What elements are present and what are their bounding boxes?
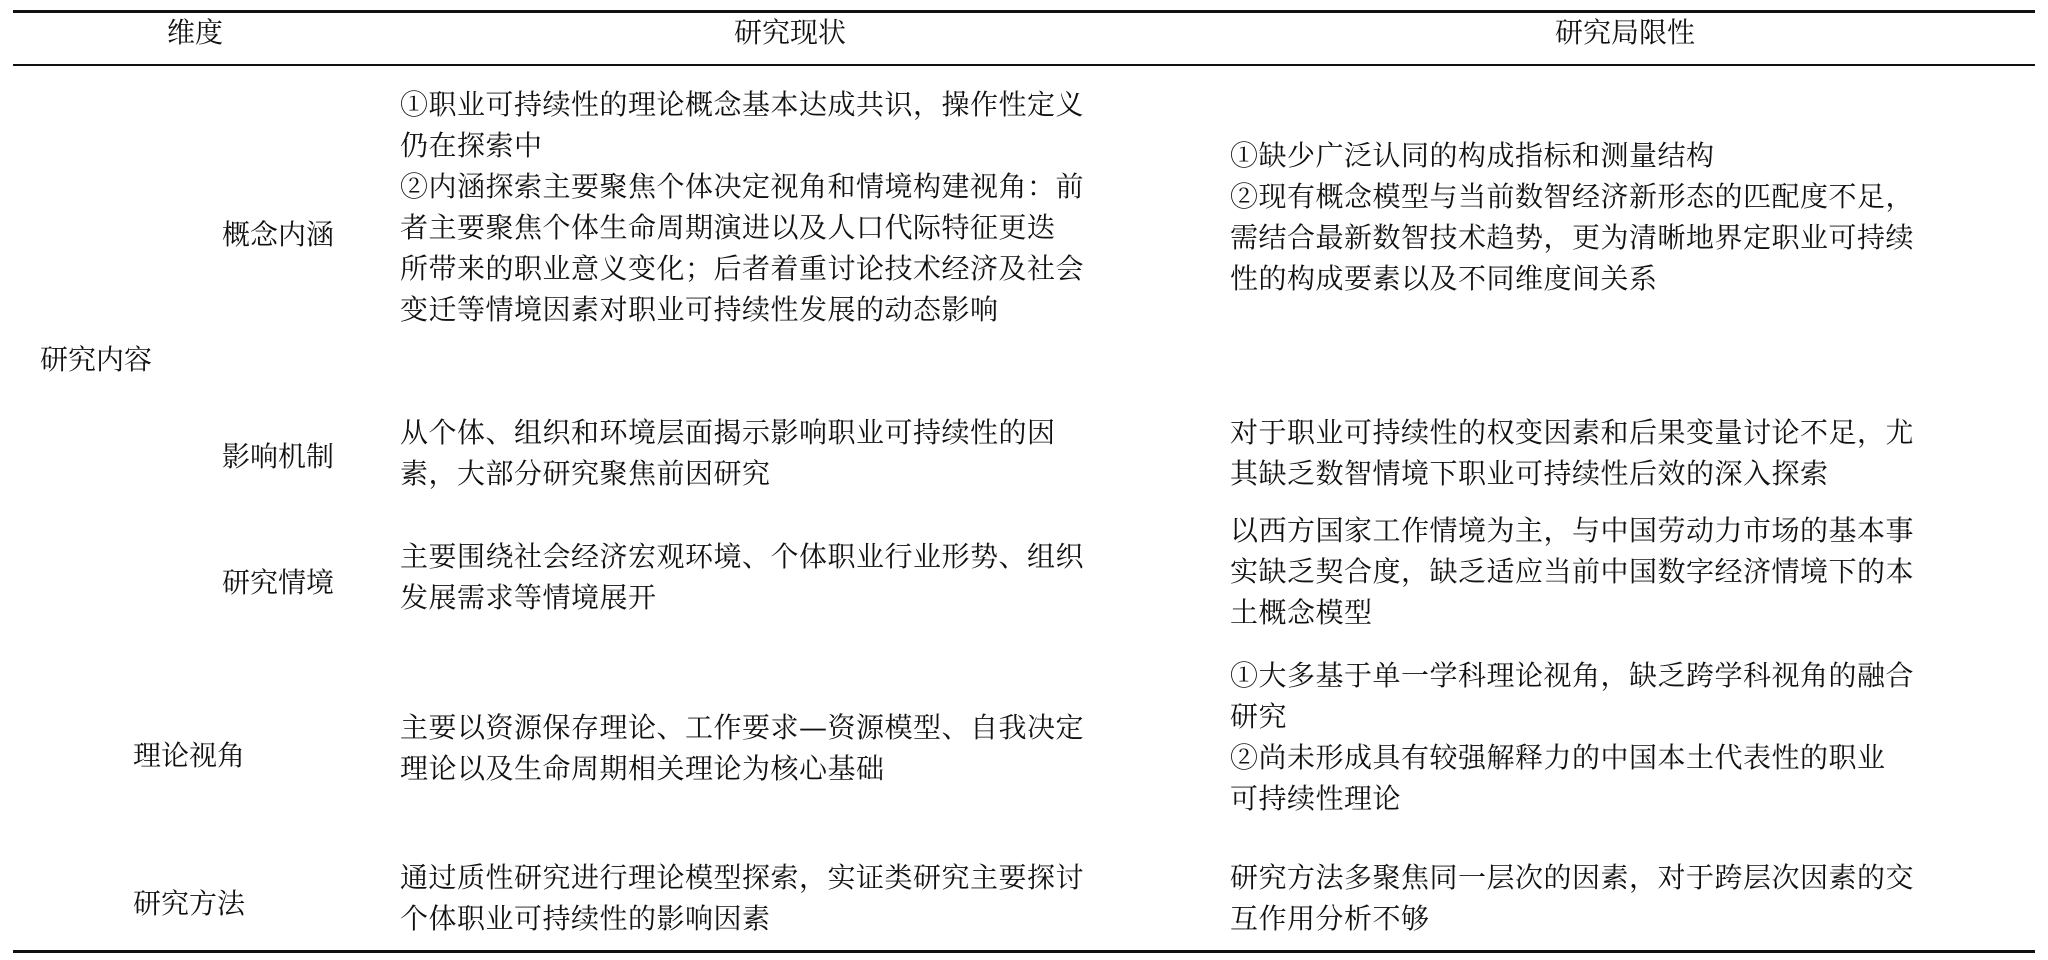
row-label-concept-connotation: 概念内涵 — [222, 218, 335, 251]
text-line: 实缺乏契合度，缺乏适应当前中国数字经济情境下的本 — [1230, 555, 1915, 588]
research-limitations-cell — [1230, 655, 1914, 819]
text-line: 土概念模型 — [1230, 596, 1373, 629]
text-line: 理论以及生命周期相关理论为核心基础 — [400, 752, 885, 785]
row-label-research-method: 研究方法 — [133, 887, 246, 920]
text-line: 素，大部分研究聚焦前因研究 — [400, 457, 771, 490]
text-line: 其缺乏数智情境下职业可持续性后效的深入探索 — [1230, 457, 1829, 490]
research-status-cell — [400, 707, 1084, 789]
text-line: 互作用分析不够 — [1230, 902, 1430, 935]
text-line: ②尚未形成具有较强解释力的中国本土代表性的职业 — [1230, 741, 1886, 774]
text-line: 性的构成要素以及不同维度间关系 — [1230, 262, 1658, 295]
header-research-status: 研究现状 — [733, 16, 846, 49]
research-limitations-cell — [1230, 412, 1914, 494]
research-limitations-cell — [1230, 510, 1914, 633]
table-header-rule — [13, 64, 2035, 66]
text-line: 可持续性理论 — [1230, 782, 1402, 815]
row-label-research-context: 研究情境 — [222, 566, 335, 599]
text-line: 通过质性研究进行理论模型探索，实证类研究主要探讨 — [400, 861, 1085, 894]
text-line: 个体职业可持续性的影响因素 — [400, 902, 771, 935]
text-line: ①大多基于单一学科理论视角，缺乏跨学科视角的融合 — [1230, 659, 1915, 692]
research-status-cell — [400, 412, 1056, 494]
row-group-label-research-content: 研究内容 — [40, 343, 153, 376]
text-line: ②现有概念模型与当前数智经济新形态的匹配度不足， — [1230, 180, 1915, 213]
research-status-cell — [400, 857, 1084, 939]
research-limitations-cell — [1230, 135, 1914, 299]
table-bottom-rule — [13, 950, 2035, 953]
text-line: 变迁等情境因素对职业可持续性发展的动态影响 — [400, 293, 999, 326]
row-label-influence-mechanism: 影响机制 — [222, 440, 335, 473]
text-line: 以西方国家工作情境为主，与中国劳动力市场的基本事 — [1230, 514, 1915, 547]
text-line: 研究方法多聚焦同一层次的因素，对于跨层次因素的交 — [1230, 861, 1915, 894]
header-dimension: 维度 — [166, 16, 223, 49]
text-line: 对于职业可持续性的权变因素和后果变量讨论不足，尤 — [1230, 416, 1915, 449]
text-line: 研究 — [1230, 700, 1288, 733]
row-label-theoretical-perspective: 理论视角 — [133, 739, 246, 772]
text-line: ①缺少广泛认同的构成指标和测量结构 — [1230, 139, 1715, 172]
text-line: 仍在探索中 — [400, 129, 543, 162]
text-line: 主要以资源保存理论、工作要求—资源模型、自我决定 — [400, 711, 1085, 744]
text-line: 所带来的职业意义变化；后者着重讨论技术经济及社会 — [400, 252, 1085, 285]
research-limitations-cell — [1230, 857, 1914, 939]
text-line: 需结合最新数智技术趋势，更为清晰地界定职业可持续 — [1230, 221, 1915, 254]
text-line: ①职业可持续性的理论概念基本达成共识，操作性定义 — [400, 88, 1085, 121]
research-status-cell — [400, 84, 1084, 330]
research-status-cell — [400, 536, 1084, 618]
text-line: 主要围绕社会经济宏观环境、个体职业行业形势、组织 — [400, 540, 1085, 573]
text-line: ②内涵探索主要聚焦个体决定视角和情境构建视角：前 — [400, 170, 1085, 203]
header-research-limitations: 研究局限性 — [1554, 16, 1695, 49]
text-line: 者主要聚焦个体生命周期演进以及人口代际特征更迭 — [400, 211, 1056, 244]
text-line: 从个体、组织和环境层面揭示影响职业可持续性的因 — [400, 416, 1056, 449]
text-line: 发展需求等情境展开 — [400, 581, 657, 614]
